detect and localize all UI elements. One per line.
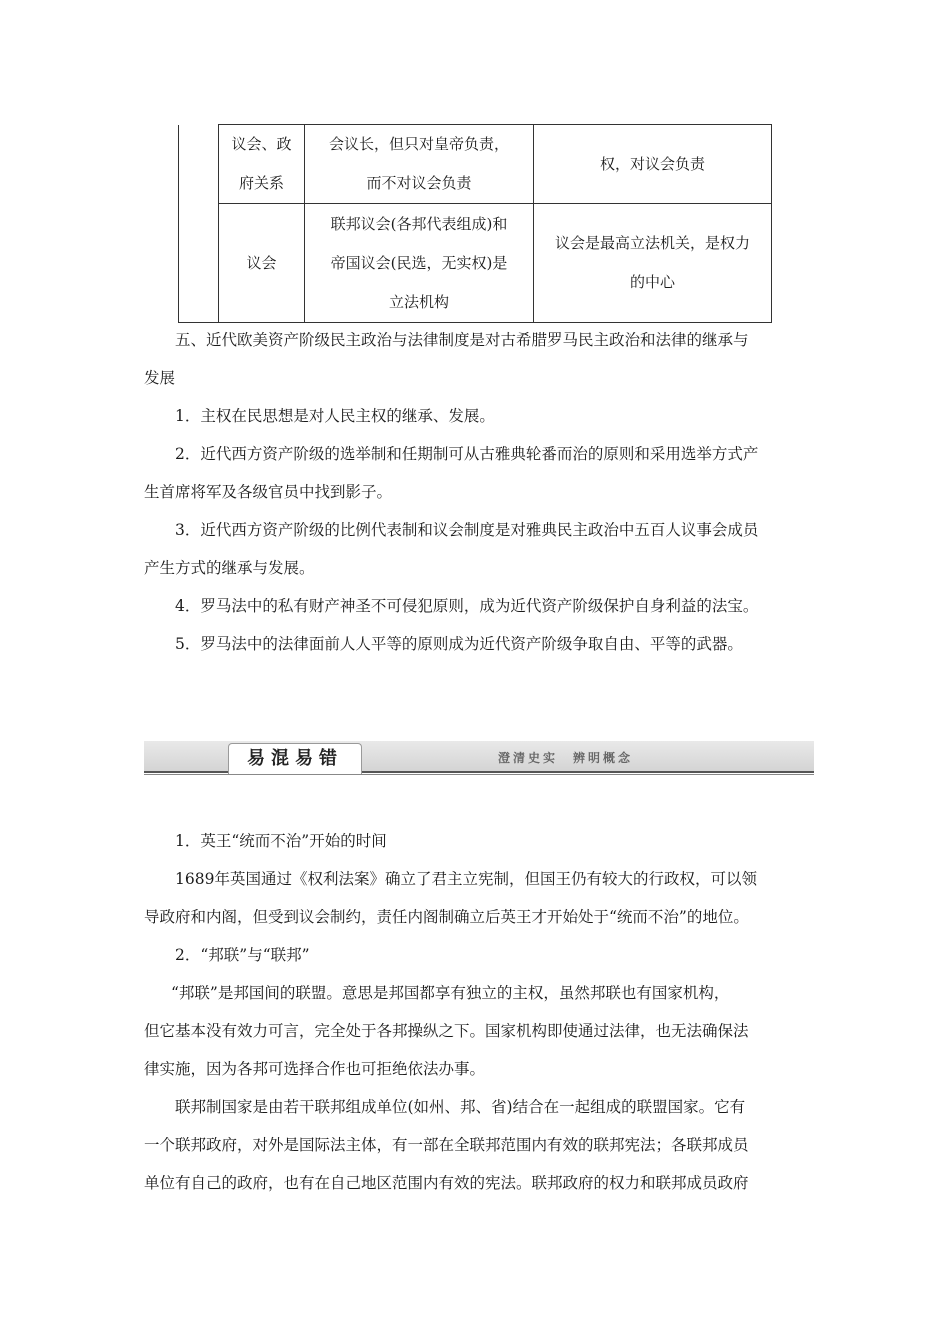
banner-subtitle: 澄清史实 辨明概念 — [498, 751, 634, 765]
table-cell-germany: 会议长，但只对皇帝负责， 而不对议会负责 — [305, 125, 534, 204]
table-row — [179, 125, 772, 204]
confusion-body-2b: 联邦制国家是由若干联邦组成单位(如州、邦、省)结合在一起组成的联盟国家。它有 一个联邦政府，对外是国际法主体，有一部在全联邦范围内有效的联邦宪法；各联邦成员 单位有自己的政府，也有在自己地区范围内有效的宪法。联邦政府的权力和联邦成员政府 — [144, 1098, 749, 1192]
table-cell-blank — [179, 125, 219, 323]
section-banner — [144, 738, 814, 776]
comparison-table — [178, 124, 772, 323]
table-cell-topic: 议会、政 府关系 — [219, 125, 305, 204]
banner-rule — [144, 774, 814, 775]
confusion-title-2: 2．“邦联”与“联邦” — [175, 946, 310, 964]
banner-title: 易混易错 — [247, 748, 343, 769]
list-item: 5．罗马法中的法律面前人人平等的原则成为近代资产阶级争取自由、平等的武器。 — [175, 635, 743, 653]
confusion-title-1: 1．英王“统而不治”开始的时间 — [175, 832, 387, 850]
list-item: 4．罗马法中的私有财产神圣不可侵犯原则，成为近代资产阶级保护自身利益的法宝。 — [175, 597, 759, 615]
table-row — [179, 204, 772, 323]
table-cell-germany: 联邦议会(各邦代表组成)和 帝国议会(民选，无实权)是 立法机构 — [305, 204, 534, 323]
section-five-heading: 五、近代欧美资产阶级民主政治与法律制度是对古希腊罗马民主政治和法律的继承与 发展 — [144, 331, 749, 387]
table-cell-other: 议会是最高立法机关，是权力 的中心 — [534, 204, 772, 323]
confusion-body-2a: “邦联”是邦国间的联盟。意思是邦国都享有独立的主权，虽然邦联也有国家机构， 但它基本没有效力可言，完全处于各邦操纵之下。国家机构即使通过法律，也无法确保法 律实施，因为各邦可选择合作也可拒绝依法办事。 — [144, 984, 749, 1078]
list-item: 1．主权在民思想是对人民主权的继承、发展。 — [175, 407, 495, 425]
table-cell-other: 权，对议会负责 — [534, 125, 772, 204]
list-item: 3．近代西方资产阶级的比例代表制和议会制度是对雅典民主政治中五百人议事会成员 产生方式的继承与发展。 — [144, 521, 759, 577]
confusion-body-1: 1689年英国通过《权利法案》确立了君主立宪制，但国王仍有较大的行政权，可以领 导政府和内阁，但受到议会制约，责任内阁制确立后英王才开始处于“统而不治”的地位。 — [144, 870, 757, 926]
list-item: 2．近代西方资产阶级的选举制和任期制可从古雅典轮番而治的原则和采用选举方式产 生首席将军及各级官员中找到影子。 — [144, 445, 759, 501]
table-cell-topic: 议会 — [219, 204, 305, 323]
banner-tab — [228, 743, 362, 774]
